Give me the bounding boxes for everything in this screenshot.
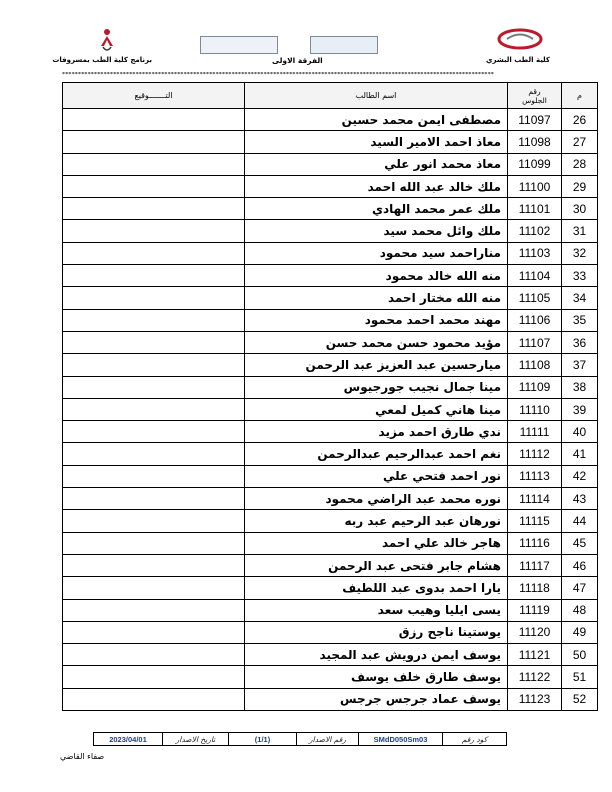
- table-row: [63, 465, 598, 487]
- star-divider: ***************************************************************************************************************************************: [62, 72, 494, 78]
- seat-number-cell: 11102: [508, 220, 562, 242]
- document-footer: [93, 732, 507, 746]
- faculty-logo: [486, 28, 550, 68]
- serial-number-cell: 41: [562, 443, 598, 465]
- table-row: [63, 220, 598, 242]
- issue-date-value: 2023/04/01: [109, 734, 147, 744]
- student-name-cell: مينا هاني كميل لمعي: [245, 398, 508, 420]
- signature-cell: [63, 532, 245, 554]
- student-name-cell: نورهان عبد الرحيم عبد ربه: [245, 510, 508, 532]
- student-name-cell: ملك عمر محمد الهادي: [245, 198, 508, 220]
- table-row: [63, 175, 598, 197]
- accreditation-logo: [310, 36, 378, 54]
- serial-number-cell: 37: [562, 354, 598, 376]
- student-name-cell: معاذ محمد انور علي: [245, 153, 508, 175]
- seat-number-cell: 11098: [508, 131, 562, 153]
- signature-cell: [63, 644, 245, 666]
- student-roster-table: [62, 82, 598, 711]
- signature-cell: [63, 309, 245, 331]
- serial-number-cell: 42: [562, 465, 598, 487]
- table-row: [63, 398, 598, 420]
- serial-number-cell: 40: [562, 421, 598, 443]
- student-name-cell: هاجر خالد علي احمد: [245, 532, 508, 554]
- student-name-cell: هشام جابر فتحى عبد الرحمن: [245, 554, 508, 576]
- table-row: [63, 287, 598, 309]
- student-name-cell: يوسف طارق خلف يوسف: [245, 666, 508, 688]
- header-serial: م: [562, 83, 598, 109]
- seat-number-cell: 11109: [508, 376, 562, 398]
- seat-number-cell: 11111: [508, 421, 562, 443]
- serial-number-cell: 45: [562, 532, 598, 554]
- seat-number-cell: 11118: [508, 577, 562, 599]
- seat-number-cell: 11106: [508, 309, 562, 331]
- signature-cell: [63, 621, 245, 643]
- student-name-cell: يارا احمد بدوى عبد اللطيف: [245, 577, 508, 599]
- table-row: [63, 488, 598, 510]
- signature-cell: [63, 220, 245, 242]
- table-row: [63, 242, 598, 264]
- serial-number-cell: 47: [562, 577, 598, 599]
- signature-cell: [63, 354, 245, 376]
- seat-number-cell: 11122: [508, 666, 562, 688]
- serial-number-cell: 38: [562, 376, 598, 398]
- seat-number-cell: 11116: [508, 532, 562, 554]
- code-label: كود رقم: [442, 733, 506, 745]
- student-name-cell: نوره محمد عبد الراضي محمود: [245, 488, 508, 510]
- serial-number-cell: 26: [562, 109, 598, 131]
- serial-number-cell: 50: [562, 644, 598, 666]
- signature-cell: [63, 287, 245, 309]
- table-row: [63, 109, 598, 131]
- student-name-cell: مناراحمد سيد محمود: [245, 242, 508, 264]
- student-name-cell: مؤيد محمود حسن محمد حسن: [245, 331, 508, 353]
- serial-number-cell: 48: [562, 599, 598, 621]
- serial-number-cell: 36: [562, 331, 598, 353]
- seat-number-cell: 11123: [508, 688, 562, 710]
- issue-number-label: رقم الاصدار: [296, 733, 358, 745]
- serial-number-cell: 27: [562, 131, 598, 153]
- student-name-cell: منه الله مختار احمد: [245, 287, 508, 309]
- seat-number-cell: 11107: [508, 331, 562, 353]
- student-name-cell: معاذ احمد الامير السيد: [245, 131, 508, 153]
- table-row: [63, 354, 598, 376]
- table-row: [63, 577, 598, 599]
- table-row: [63, 331, 598, 353]
- serial-number-cell: 28: [562, 153, 598, 175]
- signature-cell: [63, 376, 245, 398]
- serial-number-cell: 35: [562, 309, 598, 331]
- student-name-cell: ملك خالد عبد الله احمد: [245, 175, 508, 197]
- serial-number-cell: 34: [562, 287, 598, 309]
- faculty-caption: كلية الطب البشري: [486, 56, 550, 64]
- seat-number-cell: 11104: [508, 265, 562, 287]
- seat-number-cell: 11120: [508, 621, 562, 643]
- serial-number-cell: 31: [562, 220, 598, 242]
- table-row: [63, 688, 598, 710]
- student-name-cell: يوسف ايمن درويش عبد المجيد: [245, 644, 508, 666]
- table-row: [63, 376, 598, 398]
- seat-number-cell: 11110: [508, 398, 562, 420]
- seat-number-cell: 11113: [508, 465, 562, 487]
- signature-cell: [63, 175, 245, 197]
- student-name-cell: مينا جمال نجيب جورجيوس: [245, 376, 508, 398]
- seat-number-cell: 11103: [508, 242, 562, 264]
- student-name-cell: ندي طارق احمد مزيد: [245, 421, 508, 443]
- seat-number-cell: 11099: [508, 153, 562, 175]
- signature-cell: [63, 265, 245, 287]
- signature-cell: [63, 131, 245, 153]
- table-row: [63, 198, 598, 220]
- header-signature: التـــــــوقيع: [63, 83, 245, 109]
- serial-number-cell: 29: [562, 175, 598, 197]
- table-row: [63, 510, 598, 532]
- signature-cell: [63, 331, 245, 353]
- page-header: [52, 28, 550, 70]
- signature-cell: [63, 688, 245, 710]
- header-student-name: اسم الطالب: [245, 83, 508, 109]
- signature-cell: [63, 398, 245, 420]
- seat-number-cell: 11117: [508, 554, 562, 576]
- seat-number-cell: 11115: [508, 510, 562, 532]
- signature-cell: [63, 554, 245, 576]
- signature-cell: [63, 488, 245, 510]
- table-row: [63, 532, 598, 554]
- seat-number-cell: 11108: [508, 354, 562, 376]
- student-name-cell: مصطفى ايمن محمد حسين: [245, 109, 508, 131]
- signoff-name: صفاء القاضي: [60, 752, 105, 761]
- table-row: [63, 421, 598, 443]
- header-seat-number: [508, 83, 562, 109]
- serial-number-cell: 52: [562, 688, 598, 710]
- signature-cell: [63, 421, 245, 443]
- signature-cell: [63, 599, 245, 621]
- student-name-cell: مهند محمد احمد محمود: [245, 309, 508, 331]
- seat-number-cell: 11105: [508, 287, 562, 309]
- student-name-cell: نغم احمد عبدالرحيم عبدالرحمن: [245, 443, 508, 465]
- table-row: [63, 309, 598, 331]
- university-logo: [200, 36, 278, 54]
- table-row: [63, 621, 598, 643]
- seat-number-cell: 11097: [508, 109, 562, 131]
- issue-date-label: تاريخ الاصدار: [162, 733, 228, 745]
- signature-cell: [63, 443, 245, 465]
- table-row: [63, 644, 598, 666]
- header-seat-line2: الجلوس: [522, 95, 547, 105]
- signature-cell: [63, 465, 245, 487]
- code-value: SMdD050Sm03: [358, 733, 442, 745]
- serial-number-cell: 32: [562, 242, 598, 264]
- student-name-cell: يسى ايليا وهيب سعد: [245, 599, 508, 621]
- signature-cell: [63, 666, 245, 688]
- seat-number-cell: 11101: [508, 198, 562, 220]
- serial-number-cell: 43: [562, 488, 598, 510]
- seat-number-cell: 11100: [508, 175, 562, 197]
- table-header-row: [63, 83, 598, 109]
- program-logo: [52, 28, 152, 68]
- table-row: [63, 131, 598, 153]
- seat-number-cell: 11119: [508, 599, 562, 621]
- seat-number-cell: 11114: [508, 488, 562, 510]
- faculty-emblem-icon: [497, 28, 543, 50]
- center-logos: [200, 36, 380, 56]
- header-seat-line1: رقم: [528, 86, 541, 96]
- table-row: [63, 666, 598, 688]
- serial-number-cell: 46: [562, 554, 598, 576]
- table-row: [63, 443, 598, 465]
- table-row: [63, 265, 598, 287]
- issue-number-value: (1/1): [228, 733, 296, 745]
- student-name-cell: يوسف عماد جرجس جرجس: [245, 688, 508, 710]
- seat-number-cell: 11112: [508, 443, 562, 465]
- serial-number-cell: 44: [562, 510, 598, 532]
- serial-number-cell: 30: [562, 198, 598, 220]
- table-row: [63, 599, 598, 621]
- student-name-cell: يوستينا ناجح رزق: [245, 621, 508, 643]
- signature-cell: [63, 109, 245, 131]
- serial-number-cell: 49: [562, 621, 598, 643]
- table-row: [63, 554, 598, 576]
- student-name-cell: نور احمد فتحي علي: [245, 465, 508, 487]
- year-label: الفرقة الاولى: [272, 56, 323, 65]
- serial-number-cell: 39: [562, 398, 598, 420]
- figure-logo-icon: [96, 28, 118, 54]
- serial-number-cell: 51: [562, 666, 598, 688]
- signature-cell: [63, 577, 245, 599]
- signature-cell: [63, 242, 245, 264]
- student-name-cell: ملك وائل محمد سيد: [245, 220, 508, 242]
- serial-number-cell: 33: [562, 265, 598, 287]
- seat-number-cell: 11121: [508, 644, 562, 666]
- student-name-cell: ميارحسين عبد العزيز عبد الرحمن: [245, 354, 508, 376]
- program-caption: برنامج كلية الطب بمسروفات: [52, 56, 152, 64]
- student-name-cell: منه الله خالد محمود: [245, 265, 508, 287]
- signature-cell: [63, 510, 245, 532]
- table-row: [63, 153, 598, 175]
- signature-cell: [63, 153, 245, 175]
- signature-cell: [63, 198, 245, 220]
